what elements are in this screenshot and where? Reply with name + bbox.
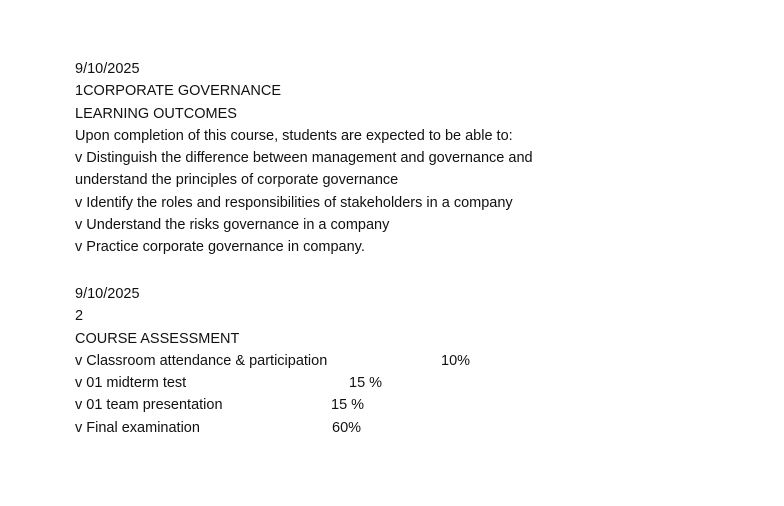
assessment-row <box>75 417 765 439</box>
assessment-label: v 01 team presentation <box>75 397 223 414</box>
slide-date: 9/10/2025 <box>75 61 140 77</box>
assessment-percent: 10% <box>441 352 471 369</box>
course-assessment-section <box>75 283 765 439</box>
assessment-percent: 15 % <box>349 375 383 392</box>
assessment-row <box>75 394 765 416</box>
outcome-item: v Practice corporate governance in company. <box>75 239 365 256</box>
page-number: 2 <box>75 308 84 325</box>
assessment-label: v 01 midterm test <box>75 375 187 392</box>
assessment-row <box>75 350 765 372</box>
assessment-label: v Final examination <box>75 419 200 436</box>
assessment-label: v Classroom attendance & participation <box>75 352 328 369</box>
outcome-item: v Distinguish the difference between management and governance and <box>75 150 533 167</box>
section-heading: LEARNING OUTCOMES <box>75 105 237 122</box>
outcome-item: v Understand the risks governance in a company <box>75 217 390 234</box>
section-heading: COURSE ASSESSMENT <box>75 330 240 347</box>
assessment-percent: 60% <box>332 419 362 436</box>
intro-text: Upon completion of this course, students are expected to be able to: <box>75 127 513 144</box>
slide-date: 9/10/2025 <box>75 286 140 302</box>
course-title: 1CORPORATE GOVERNANCE <box>75 83 281 100</box>
assessment-row <box>75 372 765 394</box>
learning-outcomes-section <box>75 58 765 259</box>
assessment-percent: 15 % <box>331 397 365 414</box>
outcome-item-continuation: understand the principles of corporate governance <box>75 172 399 189</box>
outcome-item: v Identify the roles and responsibilities of stakeholders in a company <box>75 194 513 211</box>
